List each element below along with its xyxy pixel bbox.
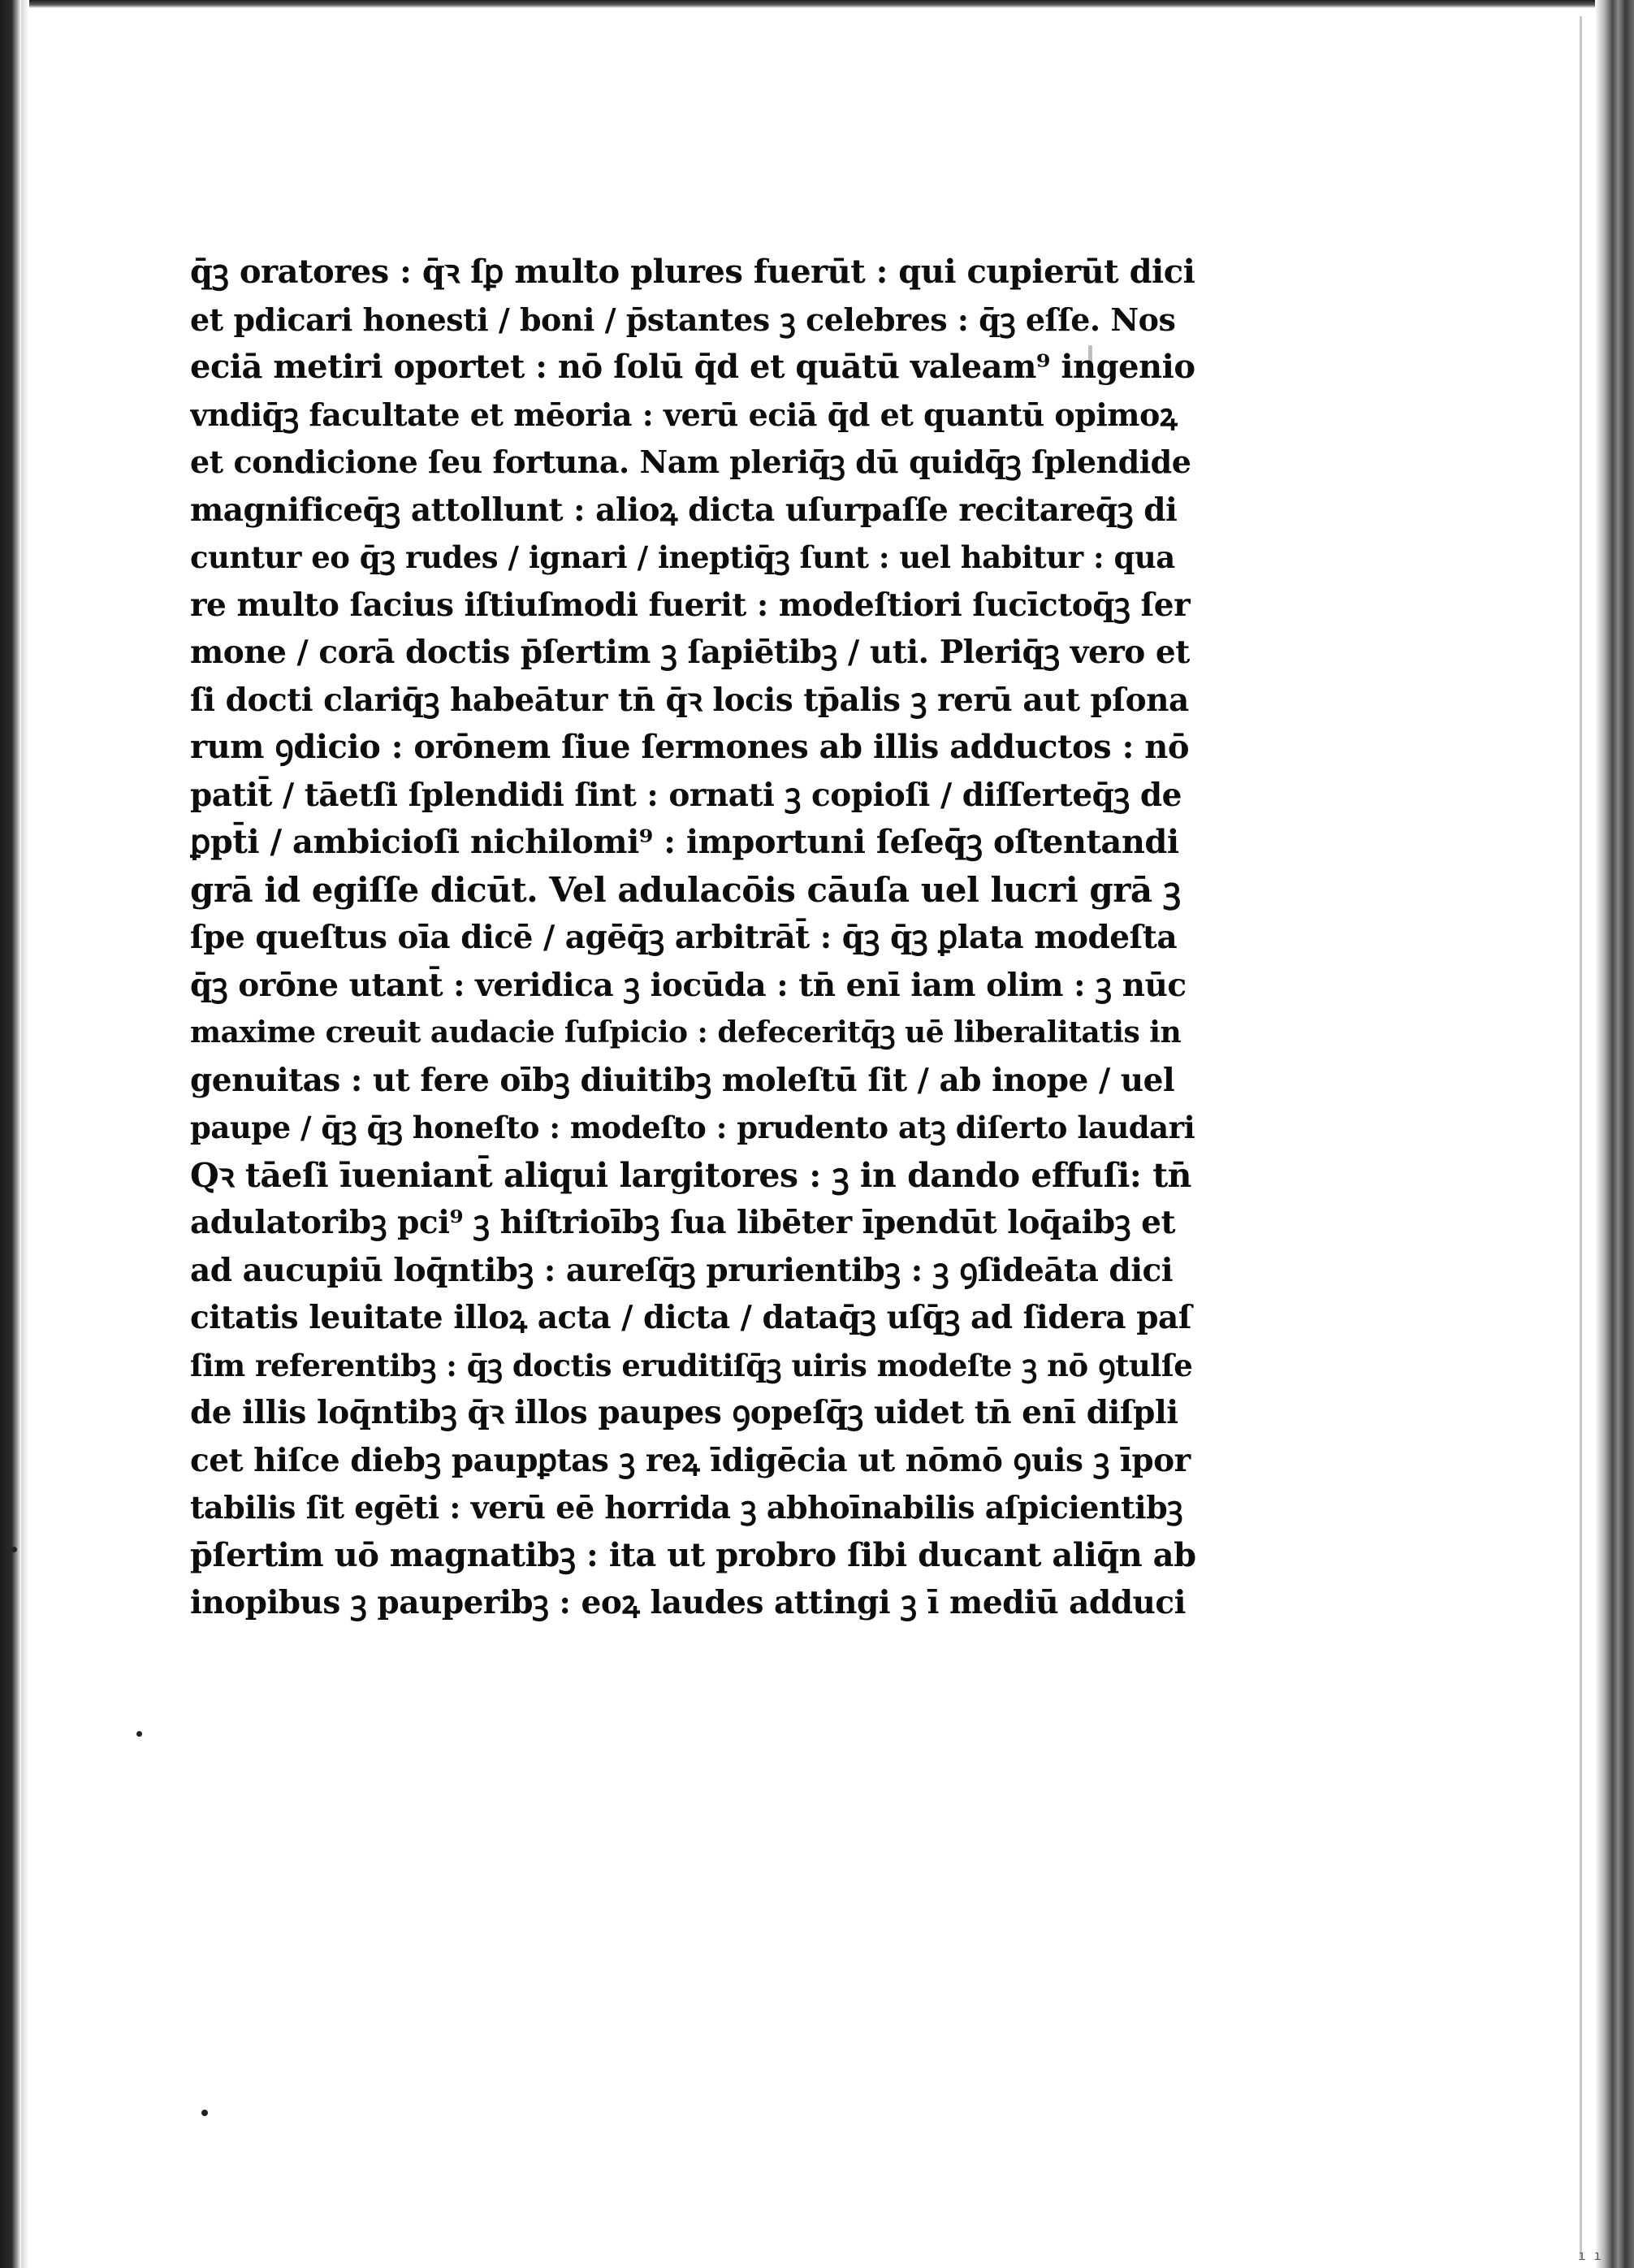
text-line: magnificeq̄ꝫ attollunt : alioꝝ dicta uſurpaſſe recitareq̄ꝫ di [190, 491, 1178, 529]
text-line: genuitas : ut fere oībꝫ diuitibꝫ moleſtū ſit / ab inope / uel [190, 1061, 1175, 1099]
scan-top-edge [0, 0, 1634, 8]
text-line: ad aucupiū loq̄ntibꝫ : aureſq̄ꝫ prurientibꝫ : ꝫ ꝯſideāta dici [190, 1251, 1174, 1289]
text-line: et pdicari honesti / boni / p̄stantes ꝫ celebres : q̄ꝫ eſſe. Nos [190, 301, 1176, 338]
text-line: ſi docti clariq̄ꝫ habeātur tn̄ q̄ꝛ locis tp̄alis ꝫ rerū aut pſona [190, 681, 1189, 719]
text-line: ſpe queſtus oīa dicē / agēq̄ꝫ arbitrāt̄ : q̄ꝫ q̄ꝫ ꝑlata modeſta [190, 919, 1178, 956]
text-line: p̄ſertim uō magnatibꝫ : ita ut probro ſibi ducant aliq̄n ab [190, 1535, 1196, 1574]
text-line: de illis loq̄ntibꝫ q̄ꝛ illos paupes ꝯopeſq̄ꝫ uidet tn̄ enī diſpli [190, 1394, 1178, 1431]
text-line: maxime creuit audacie ſuſpicio : defeceritq̄ꝫ uē liberalitatis in [190, 1015, 1182, 1050]
text-line: grā id egiſſe dicūt. Vel adulacōis cāuſa uel lucri grā ꝫ [190, 869, 1181, 910]
text-line: ꝑpt̄i / ambicioſi nichilomi⁹ : importuni ſeſeq̄ꝫ oſtentandi [190, 823, 1179, 861]
incunabulum-text-block [190, 249, 1197, 1627]
text-line: Qꝛ tāeſi īueniant̄ aliqui largitores : ꝫ in dando effuſi: tn̄ [190, 1155, 1191, 1195]
text-line: rum ꝯdicio : orōnem ſiue ſermones ab illis adductos : nō [190, 728, 1190, 766]
text-line: et condicione ſeu fortuna. Nam pleriq̄ꝫ dū quidq̄ꝫ ſplendide [190, 444, 1191, 480]
scan-left-edge [0, 0, 21, 2268]
text-line: inopibus ꝫ pauperibꝫ : eoꝝ laudes attingi ꝫ ī mediū adduci [190, 1584, 1186, 1621]
scan-corner-mark: ı ı [1578, 2248, 1602, 2263]
text-line: q̄ꝫ oratores : q̄ꝛ ſꝑ multo plures fuerūt : qui cupierūt dici [190, 253, 1195, 291]
text-line: cuntur eo q̄ꝫ rudes / ignari / ineptiq̄ꝫ ſunt : uel habitur : qua [190, 539, 1175, 575]
text-line: patit̄ / tāetſi ſplendidi ſint : ornati ꝫ copioſi / diſſerteq̄ꝫ de [190, 776, 1182, 814]
text-line: citatis leuitate illoꝝ acta / dicta / dataq̄ꝫ uſq̄ꝫ ad ſidera paſ [190, 1299, 1192, 1336]
scan-page-fold [1580, 16, 1582, 2258]
text-line: adulatoribꝫ pci⁹ ꝫ hiſtrioībꝫ ſua libēter īpendūt loq̄aibꝫ et [190, 1204, 1175, 1241]
scan-left-shadow [21, 0, 29, 2268]
text-line: q̄ꝫ orōne utant̄ : veridica ꝫ iocūda : tn̄ enī iam olim : ꝫ nūc [190, 966, 1187, 1004]
text-line: eciā metiri oportet : nō ſolū q̄d et quātū valeam⁹ ingenio [190, 348, 1195, 386]
text-line: tabilis ſit egēti : verū eē horrida ꝫ abhoīnabilis aſpicientibꝫ [190, 1489, 1183, 1526]
text-line: re multo ſacius iſtiuſmodi fuerit : modeſtiori ſucīctoq̄ꝫ ſer [190, 586, 1191, 624]
text-line: vndiq̄ꝫ facultate et mēoria : verū eciā q̄d et quantū opimoꝝ [190, 396, 1178, 433]
text-line: cet hiſce diebꝫ paupꝑtas ꝫ reꝝ īdigēcia ut nōmō ꝯuis ꝫ īpor [190, 1441, 1191, 1479]
scan-speck [136, 1731, 142, 1737]
scan-right-edge [1595, 0, 1634, 2268]
text-line: mone / corā doctis p̄ſertim ꝫ ſapiētibꝫ / uti. Pleriq̄ꝫ vero et [190, 634, 1190, 671]
scan-speck [11, 1547, 17, 1552]
scan-speck [201, 2110, 208, 2116]
text-line: paupe / q̄ꝫ q̄ꝫ honeſto : modeſto : prudento atꝫ diſerto laudari [190, 1110, 1195, 1145]
text-line: ſim referentibꝫ : q̄ꝫ doctis eruditiſq̄ꝫ uiris modeſte ꝫ nō ꝯtulſe [190, 1347, 1193, 1383]
